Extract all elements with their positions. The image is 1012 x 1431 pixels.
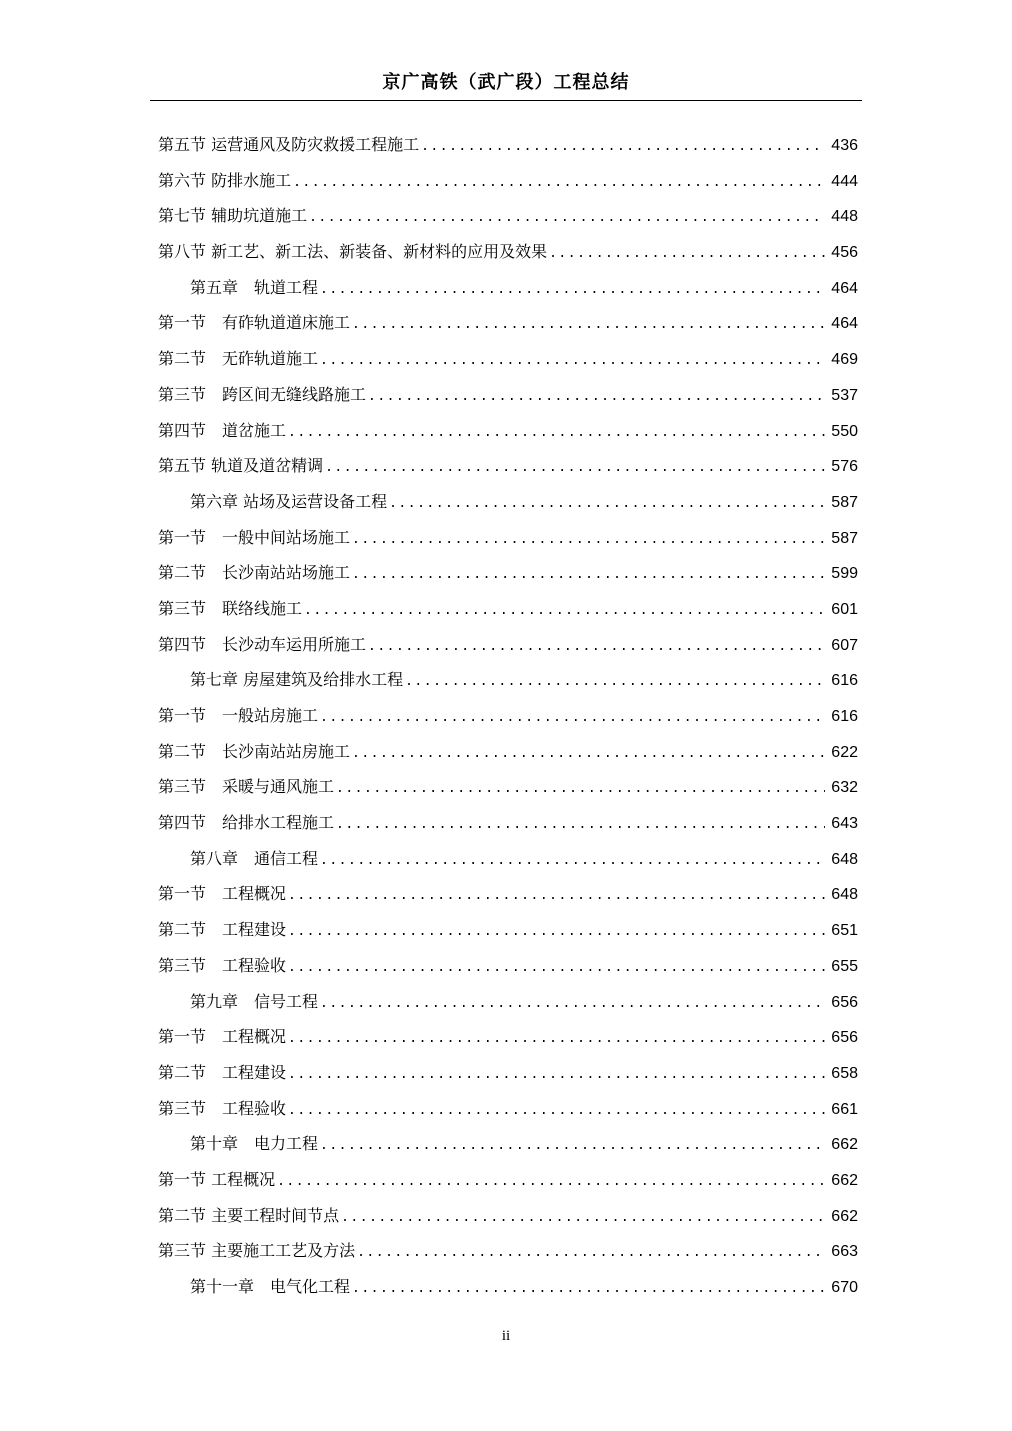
toc-entry-page: 469	[831, 351, 858, 369]
toc-entry-page: 587	[831, 493, 858, 511]
toc-section-entry[interactable]	[158, 1019, 858, 1055]
toc-entry-label: 第一节 工程概况	[158, 1169, 276, 1189]
toc-entry-label: 第八章 通信工程	[190, 848, 319, 868]
toc-entry-page: 601	[831, 600, 858, 618]
toc-entry-label: 第六节 防排水施工	[158, 170, 292, 190]
toc-entry-label: 第一节 工程概况	[158, 884, 287, 904]
toc-dot-leader	[320, 700, 825, 736]
toc-dot-leader	[288, 415, 825, 451]
toc-section-entry[interactable]	[158, 912, 858, 948]
toc-entry-page: 456	[831, 244, 858, 262]
toc-dot-leader	[389, 486, 825, 522]
toc-section-entry[interactable]	[158, 1055, 858, 1091]
toc-section-entry[interactable]	[158, 520, 858, 556]
toc-section-entry[interactable]	[158, 1233, 858, 1269]
toc-entry-page: 436	[831, 137, 858, 154]
header-rule	[150, 100, 862, 101]
toc-entry-page: 464	[831, 279, 858, 297]
toc-entry-page: 444	[831, 172, 858, 190]
toc-dot-leader	[352, 736, 825, 772]
toc-entry-page: 607	[831, 636, 858, 654]
toc-dot-leader	[309, 200, 825, 236]
toc-entry-label: 第二节 工程建设	[158, 1062, 287, 1082]
toc-chapter-entry[interactable]	[158, 984, 858, 1020]
toc-dot-leader	[549, 236, 825, 272]
toc-dot-leader	[277, 1164, 825, 1200]
toc-entry-label: 第八节 新工艺、新工法、新装备、新材料的应用及效果	[158, 242, 548, 262]
toc-dot-leader	[320, 1128, 825, 1164]
toc-entry-label: 第一节 工程概况	[158, 1027, 287, 1047]
toc-entry-label: 第三节 主要施工工艺及方法	[158, 1241, 356, 1261]
toc-entry-label: 第九章 信号工程	[190, 991, 319, 1011]
toc-entry-page: 658	[831, 1064, 858, 1082]
toc-dot-leader	[368, 379, 825, 415]
toc-dot-leader	[352, 1271, 825, 1307]
toc-entry-page: 537	[831, 386, 858, 404]
toc-entry-page: 622	[831, 743, 858, 761]
toc-section-entry[interactable]	[158, 627, 858, 663]
toc-entry-label: 第二节 工程建设	[158, 920, 287, 940]
toc-entry-label: 第二节 长沙南站站场施工	[158, 563, 351, 583]
toc-dot-leader	[352, 557, 825, 593]
toc-chapter-entry[interactable]	[158, 484, 858, 520]
toc-section-entry[interactable]	[158, 1091, 858, 1127]
toc-section-entry[interactable]	[158, 341, 858, 377]
toc-section-entry[interactable]	[158, 1162, 858, 1198]
toc-entry-page: 587	[831, 529, 858, 547]
toc-dot-leader	[405, 664, 825, 700]
toc-section-entry[interactable]	[158, 1198, 858, 1234]
toc-entry-page: 662	[831, 1171, 858, 1189]
toc-entry-label: 第五章 轨道工程	[190, 277, 319, 297]
toc-dot-leader	[288, 914, 825, 950]
toc-entry-label: 第三节 采暖与通风施工	[158, 777, 335, 797]
toc-entry-label: 第三节 工程验收	[158, 955, 287, 975]
toc-entry-label: 第四节 道岔施工	[158, 420, 287, 440]
toc-section-entry[interactable]	[158, 734, 858, 770]
toc-dot-leader	[320, 986, 825, 1022]
toc-entry-label: 第三节 工程验收	[158, 1098, 287, 1118]
toc-entry-label: 第五节 轨道及道岔精调	[158, 456, 324, 476]
toc-entry-label: 第四节 长沙动车运用所施工	[158, 634, 367, 654]
toc-entry-page: 550	[831, 422, 858, 440]
toc-entry-label: 第一节 有砟轨道道床施工	[158, 313, 351, 333]
toc-entry-page: 662	[831, 1136, 858, 1154]
toc-section-entry[interactable]	[158, 555, 858, 591]
toc-entry-label: 第五节 运营通风及防灾救援工程施工	[158, 135, 420, 154]
toc-entry-page: 648	[831, 850, 858, 868]
toc-entry-label: 第三节 联络线施工	[158, 598, 303, 618]
toc-entry-label: 第四节 给排水工程施工	[158, 813, 335, 833]
toc-dot-leader	[320, 272, 825, 308]
toc-dot-leader	[320, 343, 825, 379]
toc-entry-page: 648	[831, 886, 858, 904]
toc-dot-leader	[304, 593, 825, 629]
toc-section-entry[interactable]	[158, 948, 858, 984]
toc-section-entry[interactable]	[158, 127, 858, 163]
toc-entry-label: 第十一章 电气化工程	[190, 1277, 351, 1296]
toc-entry-label: 第二节 长沙南站站房施工	[158, 741, 351, 761]
toc-dot-leader	[325, 450, 825, 486]
toc-entry-page: 662	[831, 1207, 858, 1225]
toc-chapter-entry[interactable]	[158, 1269, 858, 1305]
toc-dot-leader	[320, 843, 825, 879]
toc-entry-page: 632	[831, 779, 858, 797]
toc-section-entry[interactable]	[158, 448, 858, 484]
toc-entry-label: 第六章 站场及运营设备工程	[190, 491, 388, 511]
toc-dot-leader	[352, 307, 825, 343]
toc-entry-page: 661	[831, 1100, 858, 1118]
toc-entry-label: 第二节 主要工程时间节点	[158, 1205, 340, 1225]
toc-entry-page: 663	[831, 1243, 858, 1261]
toc-entry-page: 599	[831, 565, 858, 583]
toc-section-entry[interactable]	[158, 305, 858, 341]
toc-entry-label: 第一节 一般中间站场施工	[158, 527, 351, 547]
running-header-title: 京广高铁（武广段）工程总结	[382, 72, 630, 93]
page-number: ii	[501, 1328, 511, 1344]
toc-dot-leader	[357, 1235, 825, 1271]
toc-dot-leader	[288, 1021, 825, 1057]
toc-entry-page: 576	[831, 458, 858, 476]
toc-dot-leader	[288, 878, 825, 914]
toc-entry-page: 656	[831, 1029, 858, 1047]
toc-entry-page: 655	[831, 957, 858, 975]
toc-dot-leader	[341, 1200, 825, 1236]
toc-entry-label: 第七节 辅助坑道施工	[158, 206, 308, 226]
toc-entry-page: 464	[831, 315, 858, 333]
toc-chapter-entry[interactable]	[158, 841, 858, 877]
toc-entry-page: 448	[831, 208, 858, 226]
toc-entry-page: 643	[831, 815, 858, 833]
toc-section-entry[interactable]	[158, 413, 858, 449]
toc-entry-page: 651	[831, 922, 858, 940]
toc-dot-leader	[288, 1057, 825, 1093]
toc-entry-label: 第十章 电力工程	[190, 1134, 319, 1154]
toc-entry-label: 第三节 跨区间无缝线路施工	[158, 384, 367, 404]
toc-section-entry[interactable]	[158, 805, 858, 841]
toc-chapter-entry[interactable]	[158, 662, 858, 698]
toc-entry-page: 616	[831, 672, 858, 690]
toc-section-entry[interactable]	[158, 769, 858, 805]
toc-dot-leader	[336, 771, 825, 807]
toc-section-entry[interactable]	[158, 377, 858, 413]
toc-chapter-entry[interactable]	[158, 270, 858, 306]
toc-entry-label: 第七章 房屋建筑及给排水工程	[190, 670, 404, 690]
toc-entry-label: 第一节 一般站房施工	[158, 706, 319, 725]
toc-entry-page: 670	[831, 1279, 858, 1296]
toc-section-entry[interactable]	[158, 698, 858, 734]
toc-section-entry[interactable]	[158, 591, 858, 627]
toc-dot-leader	[421, 129, 825, 165]
toc-chapter-entry[interactable]	[158, 1126, 858, 1162]
table-of-contents	[158, 127, 858, 1305]
toc-dot-leader	[288, 1093, 825, 1129]
toc-dot-leader	[293, 165, 825, 201]
toc-entry-page: 656	[831, 993, 858, 1011]
toc-entry-label: 第二节 无砟轨道施工	[158, 349, 319, 369]
toc-section-entry[interactable]	[158, 234, 858, 270]
toc-dot-leader	[368, 629, 825, 665]
toc-dot-leader	[352, 522, 825, 558]
toc-section-entry[interactable]	[158, 198, 858, 234]
toc-dot-leader	[288, 950, 825, 986]
toc-section-entry[interactable]	[158, 876, 858, 912]
toc-dot-leader	[336, 807, 825, 843]
toc-section-entry[interactable]	[158, 163, 858, 199]
toc-entry-page: 616	[831, 708, 858, 725]
